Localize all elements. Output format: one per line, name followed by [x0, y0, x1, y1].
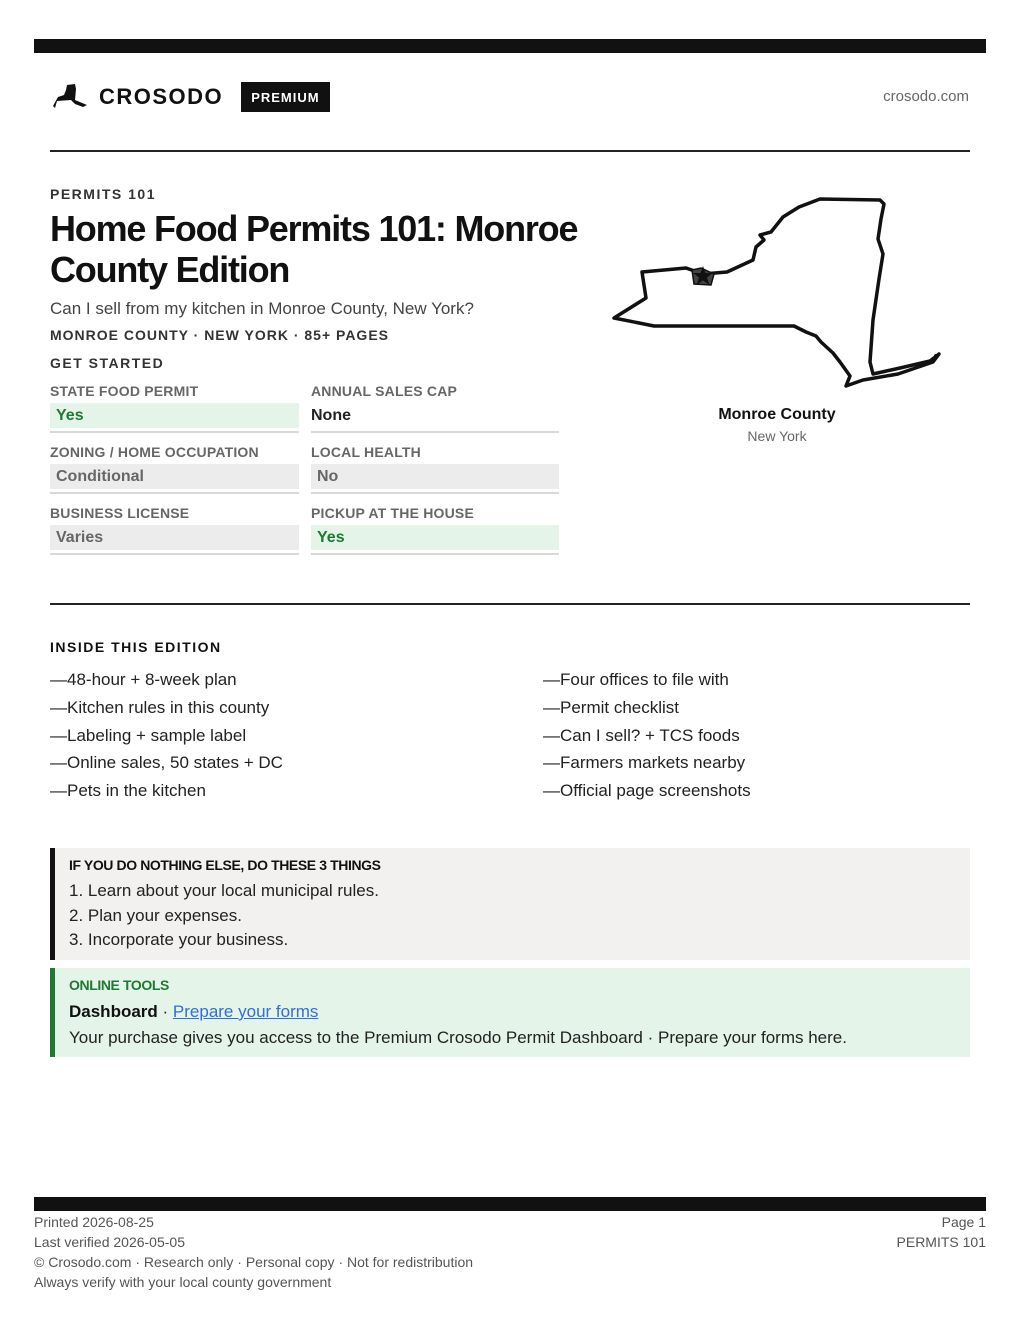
site-url[interactable]: crosodo.com — [883, 88, 969, 105]
list-item: 3. Incorporate your business. — [69, 930, 289, 949]
fact-value: Yes — [311, 525, 559, 550]
brand-name: CROSODO — [99, 84, 224, 109]
fact-value: No — [311, 464, 559, 489]
fact-label: BUSINESS LICENSE — [50, 505, 190, 521]
online-tools-title: ONLINE TOOLS — [69, 977, 169, 993]
copyright-line: © Crosodo.com · Research only · Personal copy · Not for redistribution — [34, 1254, 474, 1270]
permit-facts-grid — [50, 382, 559, 555]
bottom-rule-bar — [34, 1197, 986, 1211]
fact-value: Varies — [50, 525, 299, 550]
fact-state-food-permit — [50, 382, 299, 433]
must-do-callout — [50, 848, 970, 960]
inside-edition-heading: INSIDE THIS EDITION — [50, 639, 222, 655]
fact-label: ANNUAL SALES CAP — [311, 383, 458, 399]
get-started-heading: GET STARTED — [50, 355, 165, 371]
fact-value: Conditional — [50, 464, 299, 489]
fact-label: LOCAL HEALTH — [311, 444, 421, 460]
section-divider — [50, 603, 970, 605]
page-number: Page 1 — [941, 1214, 986, 1230]
header-divider — [50, 150, 970, 152]
printed-date: Printed 2026-08-25 — [34, 1214, 154, 1230]
footer-left — [34, 1212, 473, 1292]
list-item: —Online sales, 50 states + DC — [50, 753, 283, 773]
verified-date: Last verified 2026-05-05 — [34, 1234, 185, 1250]
edition-meta: MONROE COUNTY · NEW YORK · 85+ PAGES — [50, 327, 389, 343]
fact-pickup-at-house — [311, 504, 559, 555]
list-item: —Four offices to file with — [543, 670, 729, 689]
page-title: Home Food Permits 101: Monroe County Edition — [50, 208, 578, 290]
map-county-label: Monroe County — [718, 406, 836, 423]
disclaimer-line: Always verify with your local county government — [34, 1274, 332, 1290]
dashboard-line — [69, 999, 956, 1025]
separator: · — [157, 1002, 173, 1021]
fact-value: Yes — [50, 403, 299, 428]
list-item: —Farmers markets nearby — [543, 753, 746, 773]
footer-section: PERMITS 101 — [896, 1234, 986, 1250]
fact-label: STATE FOOD PERMIT — [50, 383, 199, 399]
fact-label: ZONING / HOME OCCUPATION — [50, 444, 259, 460]
list-item: —Official page screenshots — [543, 781, 751, 801]
must-do-title: IF YOU DO NOTHING ELSE, DO THESE 3 THINGS — [69, 857, 381, 873]
fact-label: PICKUP AT THE HOUSE — [311, 505, 475, 521]
list-item: —Permit checklist — [543, 697, 680, 717]
list-item: 2. Plan your expenses. — [69, 905, 242, 925]
new-york-state-silhouette-icon — [53, 83, 89, 111]
prepare-forms-link[interactable]: Prepare your forms — [172, 1002, 319, 1021]
brand-lockup[interactable] — [53, 82, 330, 112]
top-rule-bar — [34, 39, 986, 53]
premium-badge: PREMIUM — [241, 82, 329, 112]
new-york-state-outline-icon — [608, 190, 948, 400]
fact-business-license — [50, 504, 299, 555]
list-item: —Pets in the kitchen — [50, 781, 206, 801]
online-tools-callout — [50, 968, 970, 1057]
fact-zoning — [50, 443, 299, 494]
fact-annual-sales-cap — [311, 382, 559, 433]
footer-right — [897, 1212, 986, 1252]
eyebrow-label: PERMITS 101 — [50, 186, 156, 202]
inside-list-right — [543, 666, 751, 805]
online-tools-description: Your purchase gives you access to the Premium Crosodo Permit Dashboard · Prepare your forms here. — [69, 1028, 847, 1047]
list-item: —Kitchen rules in this county — [50, 697, 270, 717]
list-item: —Can I sell? + TCS foods — [543, 725, 740, 745]
list-item: —Labeling + sample label — [50, 725, 247, 745]
must-do-list — [69, 879, 956, 953]
inside-list-left — [50, 666, 283, 805]
page-subtitle: Can I sell from my kitchen in Monroe County, New York? — [50, 299, 474, 318]
dashboard-label: Dashboard — [69, 1002, 158, 1021]
list-item: —48-hour + 8-week plan — [50, 670, 237, 689]
list-item: 1. Learn about your local municipal rules. — [69, 881, 379, 900]
map-state-label: New York — [747, 428, 807, 444]
fact-local-health — [311, 443, 559, 494]
fact-value: None — [311, 407, 351, 424]
